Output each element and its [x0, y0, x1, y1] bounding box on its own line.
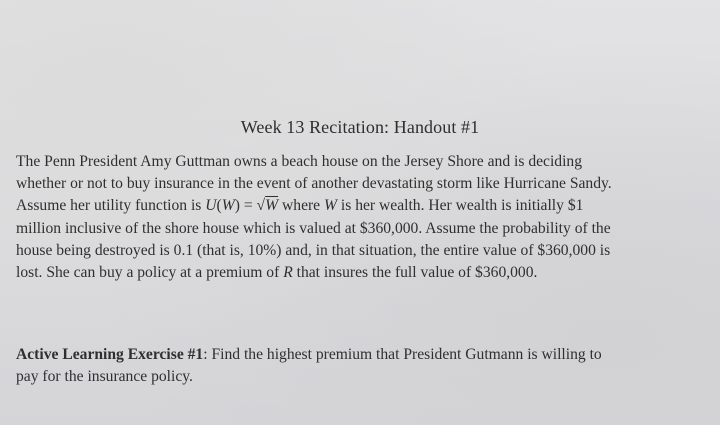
exercise-line-1-text: : Find the highest premium that President Gutmann is willing to — [203, 346, 602, 363]
problem-line-3 — [16, 195, 706, 217]
utility-argument: W — [221, 197, 235, 215]
utility-paren-close: ) — [234, 197, 240, 215]
wealth-variable: W — [324, 197, 337, 215]
utility-equals: = — [239, 197, 257, 215]
problem-statement — [16, 151, 706, 284]
exercise-line-2: pay for the insurance policy. — [16, 368, 193, 386]
problem-line-6-end: that insures the full value of $360,000. — [292, 264, 538, 282]
problem-line-3-start: Assume her utility function is — [16, 197, 206, 215]
handout-title: Week 13 Recitation: Handout #1 — [240, 117, 480, 137]
exercise-label: Active Learning Exercise #1 — [16, 346, 204, 363]
problem-line-3-mid: where — [278, 197, 324, 215]
utility-paren-open: ( — [216, 197, 222, 215]
problem-line-5: house being destroyed is 0.1 (that is, 10%) and, in that situation, the entire value of $360,000 is — [16, 241, 611, 259]
exercise-line-1 — [16, 344, 706, 366]
utility-function — [205, 197, 278, 214]
sqrt-argument: W — [265, 197, 279, 215]
problem-line-4: million inclusive of the shore house which is valued at $360,000. Assume the probability of the — [16, 219, 611, 237]
active-learning-exercise — [16, 344, 706, 389]
problem-line-6-start: lost. She can buy a policy at a premium of — [16, 264, 284, 282]
problem-line-1: The Penn President Amy Guttman owns a beach house on the Jersey Shore and is deciding — [16, 153, 583, 170]
problem-line-2: whether or not to buy insurance in the event of another devastating storm like Hurricane Sandy. — [16, 175, 612, 193]
utility-symbol: U — [205, 197, 217, 215]
premium-variable: R — [283, 264, 293, 282]
problem-line-3-end: is her wealth. Her wealth is initially $1 — [337, 197, 584, 215]
problem-line-6 — [16, 262, 706, 284]
sqrt-sign: √ — [256, 197, 266, 215]
